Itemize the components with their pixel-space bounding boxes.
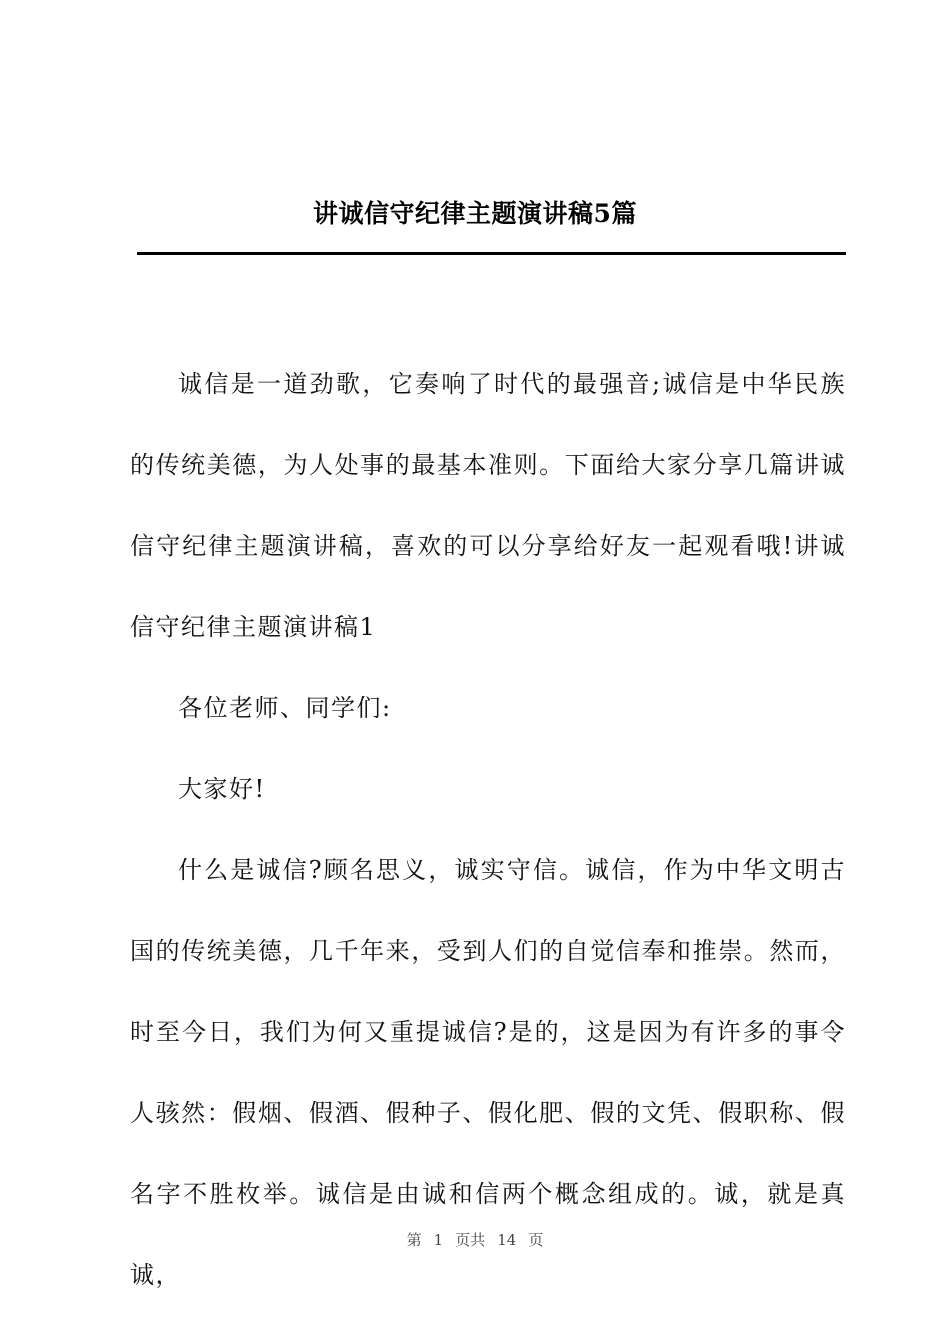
paragraph-salutation: 各位老师、同学们:	[178, 694, 392, 722]
document-title: 讲诚信守纪律主题演讲稿5篇	[313, 199, 637, 228]
footer-total-pages: 14	[497, 1231, 517, 1249]
footer-prefix: 第	[406, 1231, 422, 1249]
footer-page-number: 1	[433, 1231, 444, 1249]
title-divider	[137, 252, 846, 255]
paragraph-greeting: 大家好!	[178, 775, 266, 803]
document-body	[130, 344, 846, 1316]
footer-suffix: 页	[528, 1231, 544, 1249]
paragraph-body: 什么是诚信?顾名思义，诚实守信。诚信，作为中华文明古国的传统美德，几千年来，受到人们的自觉信奉和推崇。然而，时至今日，我们为何又重提诚信?是的，这是因为有许多的事令人骇然：假烟、假酒、假种子、假化肥、假的文凭、假职称、假名字不胜枚举。诚信是由诚和信两个概念组成的。诚，就是真诚，	[130, 856, 846, 1289]
footer-middle: 页共	[455, 1231, 486, 1249]
paragraph-intro: 诚信是一道劲歌，它奏响了时代的最强音;诚信是中华民族的传统美德，为人处事的最基本准则。下面给大家分享几篇讲诚信守纪律主题演讲稿，喜欢的可以分享给好友一起观看哦!讲诚信守纪律主题演讲稿1	[130, 370, 846, 641]
page-footer	[0, 1229, 950, 1250]
